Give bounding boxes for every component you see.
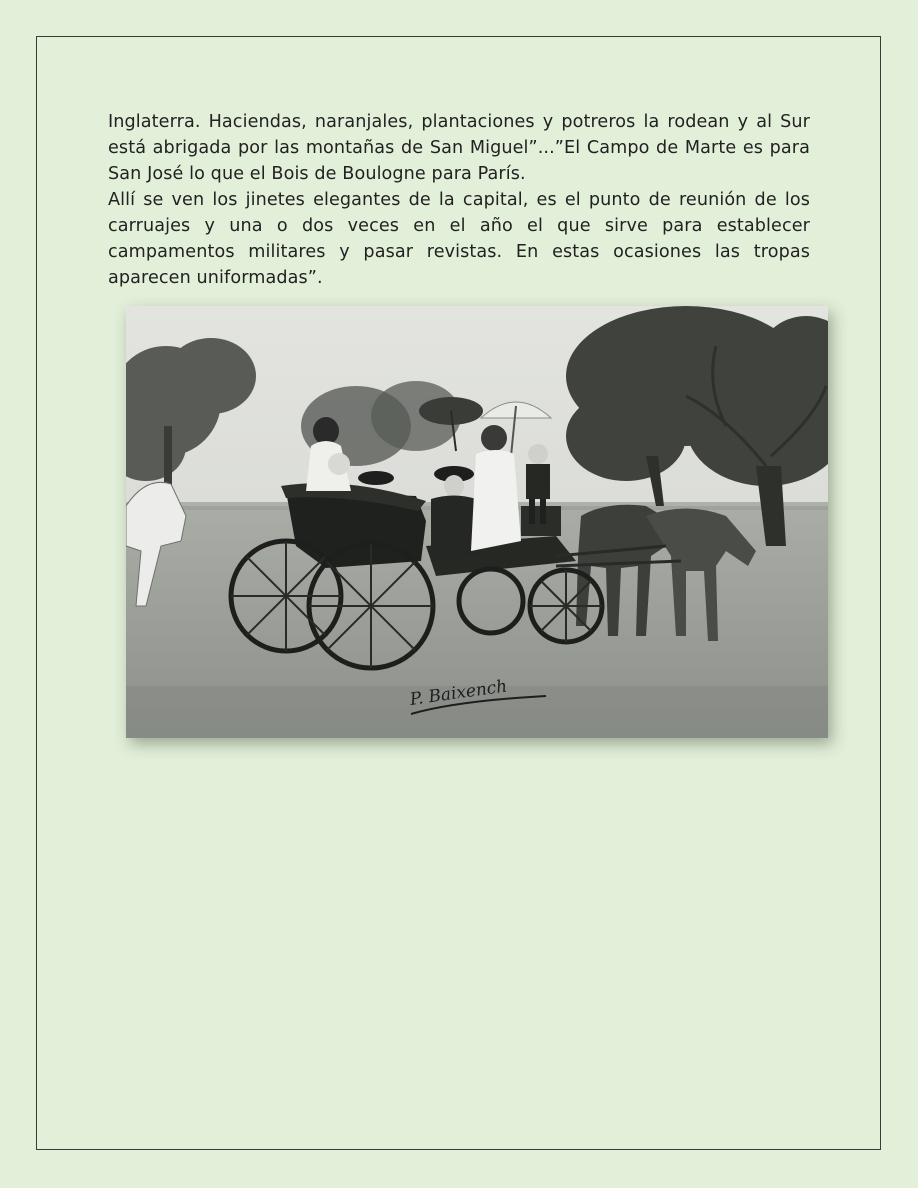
paragraph-2: Allí se ven los jinetes elegantes de la capital, es el punto de reunión de los carruajes y una o dos veces en el año el que sirve para establecer campamentos militares y pasar revistas. En estas ocasiones las tropas aparecen uniformadas”. xyxy=(108,190,810,288)
historical-photo-carriage xyxy=(126,306,828,738)
body-text xyxy=(108,109,810,291)
paragraph-1: Inglaterra. Haciendas, naranjales, plantaciones y potreros la rodean y al Sur está abrigada por las montañas de San Miguel”...”El Campo de Marte es para San José lo que el Bois de Boulogne para París. xyxy=(108,112,810,184)
photo-signature: P. Baixench xyxy=(408,676,509,710)
